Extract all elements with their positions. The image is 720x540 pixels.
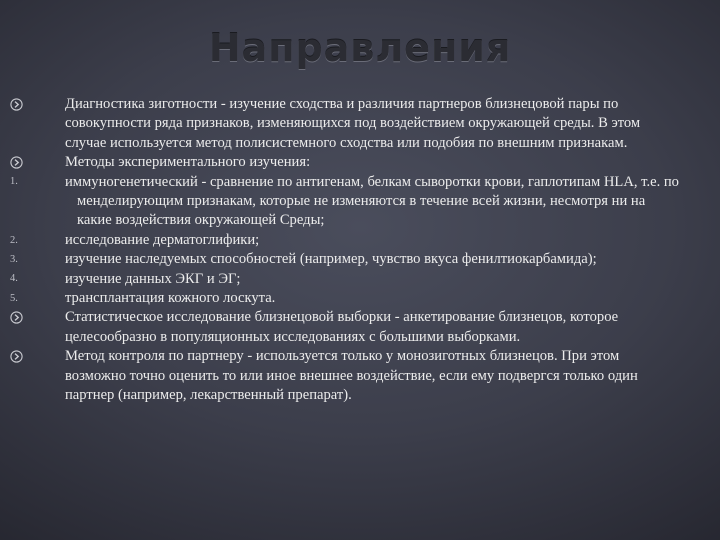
list-number: 5. — [10, 292, 18, 304]
bullet-item — [0, 347, 680, 405]
bullet-text: Метод контроля по партнеру - используется только у монозиготных близнецов. При этом возможно точно оценить то или иное внешнее воздействие, если ему подвергся только один партнер (например, лекарственный препарат). — [65, 348, 638, 404]
numbered-item — [0, 270, 680, 289]
list-number: 3. — [10, 254, 18, 266]
bullet-text: Методы экспериментального изучения: — [65, 154, 311, 171]
bullet-text: Диагностика зиготности - изучение сходства и различия партнеров близнецовой пары по совокупности ряда признаков, изменяющихся под воздействием окружающей среды. В этом случае используется метод полисистемного сходства или подобия по внешним признакам. — [65, 96, 641, 151]
numbered-text: иммуногенетический - сравнение по антигенам, белкам сыворотки крови, гаплотипам HLA, т.е. по менделирующим признакам, которые не изменяются в течение всей жизни, несмотря ни на какие воздействия окружающей Среды; — [65, 173, 679, 229]
bullet-item — [0, 95, 680, 153]
circled-arrow-icon — [10, 95, 50, 114]
circled-arrow-icon — [10, 308, 50, 327]
list-number: 2. — [10, 234, 18, 246]
numbered-text: изучение наследуемых способностей (например, чувство вкуса фенилтиокарбамида); — [65, 251, 597, 268]
list-number: 4. — [10, 273, 18, 285]
numbered-text: изучение данных ЭКГ и ЭГ; — [65, 270, 241, 287]
numbered-text: исследование дерматоглифики; — [65, 231, 260, 248]
numbered-text: трансплантация кожного лоскута. — [65, 290, 276, 307]
numbered-item — [0, 231, 680, 250]
circled-arrow-icon — [10, 347, 50, 366]
slide-title: Направления — [208, 26, 512, 70]
bullet-text: Статистическое исследование близнецовой выборки - анкетирование близнецов, которое целесообразно в популяционных исследованиях с большими выборками. — [65, 309, 619, 345]
numbered-item — [0, 250, 680, 269]
list-number: 1. — [10, 176, 18, 188]
slide-body — [0, 95, 720, 406]
numbered-item — [0, 173, 680, 231]
circled-arrow-icon — [10, 153, 50, 172]
bullet-item — [0, 153, 680, 172]
bullet-item — [0, 308, 680, 347]
numbered-item — [0, 289, 680, 308]
